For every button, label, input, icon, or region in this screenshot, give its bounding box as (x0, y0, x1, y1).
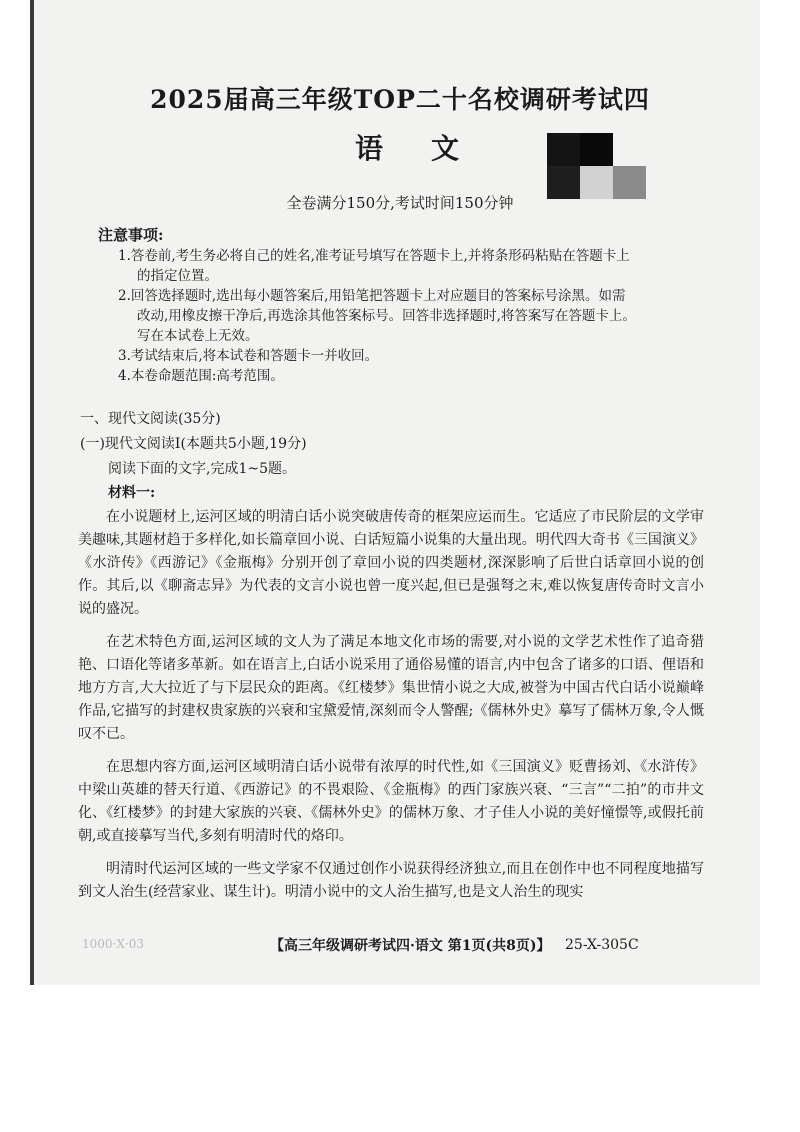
subject-title: 语文 (355, 132, 508, 165)
notice-list (118, 246, 703, 386)
notice-line: 1.答卷前,考生务必将自己的姓名,准考证号填写在答题卡上,并将条形码粘贴在答题卡上 (118, 248, 630, 264)
exam-info: 全卷满分150分,考试时间150分钟 (286, 194, 514, 212)
material-label: 材料一: (108, 485, 156, 501)
section-heading: 一、现代文阅读(35分) (80, 411, 221, 427)
notice-line: 2.回答选择题时,选出每小题答案后,用铅笔把答题卡上对应题目的答案标号涂黑。如需 (118, 288, 626, 304)
qr-code-icon (547, 133, 647, 199)
paragraph: 在艺术特色方面,运河区域的文人为了满足本地文化市场的需要,对小说的文学艺术性作了追奇猎艳、口语化等诸多革新。如在语言上,白话小说采用了通俗易懂的语言,内中包含了诸多的口语、俚语和地方方言,大大拉近了与下层民众的距离。《红楼梦》集世情小说之大成,被誉为中国古代白话小说巅峰作品,它描写的封建权贵家族的兴衰和宝黛爱情,深刻而令人警醒;《儒林外史》摹写了儒林万象,令人慨叹不已。 (78, 634, 704, 742)
faded-print-mark: 1000·X·03 (82, 937, 144, 951)
paragraph: 明清时代运河区域的一些文学家不仅通过创作小说获得经济独立,而且在创作中也不同程度地描写到文人治生(经营家业、谋生计)。明清小说中的文人治生描写,也是文人治生的现实 (78, 861, 704, 900)
reading-instruction: 阅读下面的文字,完成1~5题。 (108, 461, 296, 477)
exam-code: 25-X-305C (565, 937, 639, 953)
notice-line: 4.本卷命题范围:高考范围。 (118, 368, 284, 384)
notice-line: 写在本试卷上无效。 (137, 328, 259, 344)
paragraph: 在小说题材上,运河区域的明清白话小说突破唐传奇的框架应运而生。它适应了市民阶层的文学审美趣味,其题材趋于多样化,如长篇章回小说、白话短篇小说集的大量出现。明代四大奇书《三国演义》《水浒传》《西游记》《金瓶梅》分别开创了章回小说的四类题材,深深影响了后世白话章回小说的创作。其后,以《聊斋志异》为代表的文言小说也曾一度兴起,但已是强弩之末,难以恢复唐传奇时文言小说的盛况。 (78, 509, 704, 617)
paragraph: 在思想内容方面,运河区域明清白话小说带有浓厚的时代性,如《三国演义》贬曹扬刘、《水浒传》中梁山英雄的替天行道、《西游记》的不畏艰险、《金瓶梅》的西门家族兴衰、“三言”“二拍”的市井文化、《红楼梦》的封建大家族的兴衰、《儒林外史》的儒林万象、才子佳人小说的美好憧憬等,或假托前朝,或直接摹写当代,多刻有明清时代的烙印。 (78, 759, 704, 844)
subsection-heading: (一)现代文阅读Ⅰ(本题共5小题,19分) (80, 436, 307, 452)
page-footer: 【高三年级调研考试四·语文 第1页(共8页)】 (270, 938, 551, 954)
exam-title: 2025届高三年级TOP二十名校调研考试四 (150, 85, 650, 114)
notice-item (118, 346, 703, 366)
notice-item (118, 286, 703, 346)
notice-item (118, 246, 703, 286)
article-body (78, 506, 704, 914)
notice-line: 3.考试结束后,将本试卷和答题卡一并收回。 (118, 348, 379, 364)
notice-heading: 注意事项: (98, 226, 164, 244)
notice-item (118, 366, 703, 386)
notice-line: 改动,用橡皮擦干净后,再选涂其他答案标号。回答非选择题时,将答案写在答题卡上。 (137, 308, 636, 324)
notice-line: 的指定位置。 (137, 268, 218, 284)
